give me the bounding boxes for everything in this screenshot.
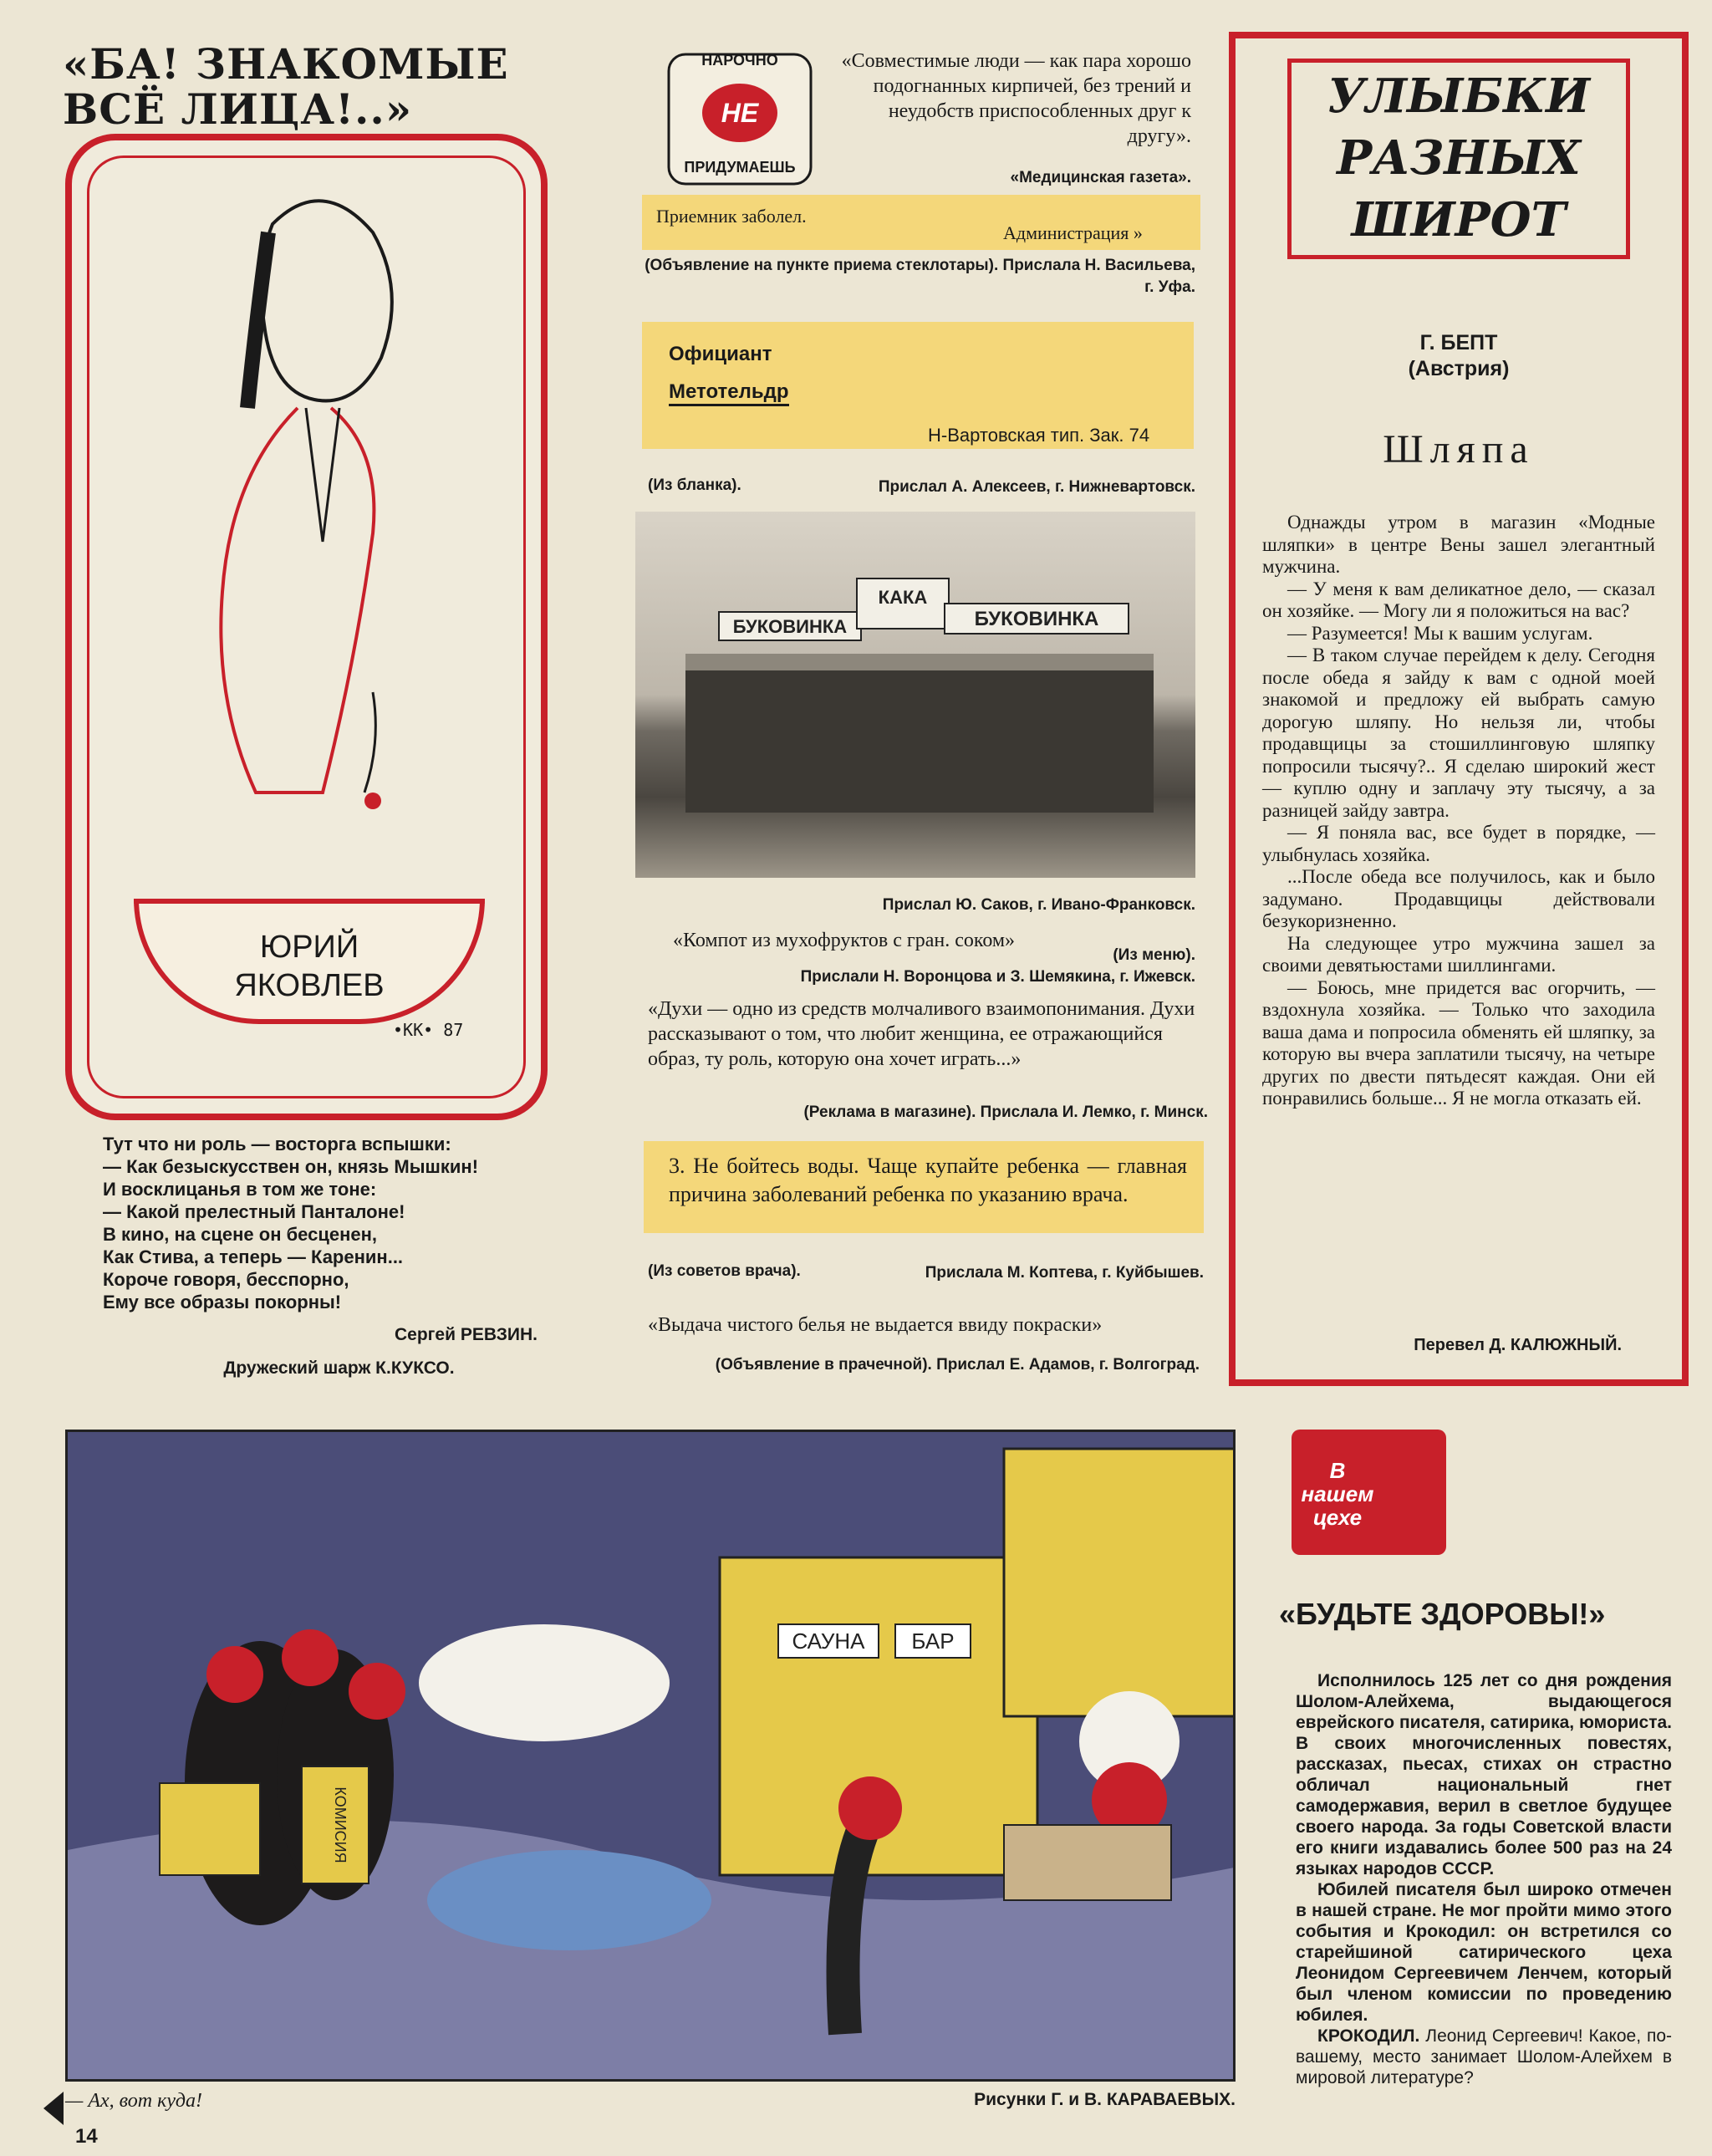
clipping-source-note: (Из советов врача). bbox=[648, 1262, 801, 1280]
stamp-top-text: НАРОЧНО bbox=[701, 52, 778, 69]
poem-line: Короче говоря, бесспорно, bbox=[103, 1269, 349, 1290]
quote-compot: «Компот из мухофруктов с гран. соком» bbox=[673, 930, 1016, 951]
article-heading: «БУДЬТЕ ЗДОРОВЫ!» bbox=[1279, 1597, 1606, 1631]
poem-author: Сергей РЕВЗИН. bbox=[395, 1325, 538, 1344]
quote-source: (Из меню). bbox=[1113, 946, 1195, 964]
clipping-text: Метотельдр bbox=[669, 380, 789, 406]
story-paragraph: — Я поняла вас, все будет в порядке, — улыбнулась хозяйка. bbox=[1262, 822, 1655, 865]
cartoon-caption: — Ах, вот куда! bbox=[65, 2090, 203, 2112]
photo-sign: БУКОВИНКА bbox=[732, 616, 848, 637]
article-body bbox=[1296, 1670, 1672, 2088]
poem bbox=[103, 1133, 546, 1313]
story-paragraph: — У меня к вам деликатное дело, — сказал он хозяйке. — Могу ли я положиться на вас? bbox=[1262, 578, 1655, 621]
story-author bbox=[1237, 330, 1680, 382]
poem-line: И восклицанья в том же тоне: bbox=[103, 1179, 377, 1200]
author-country: (Австрия) bbox=[1408, 357, 1510, 380]
cartoon-sign: САУНА bbox=[792, 1628, 865, 1654]
quote-source: Прислали Н. Воронцова и З. Шемякина, г. Ижевск. bbox=[800, 968, 1195, 986]
section-title-line: УЛЫБКИ bbox=[1327, 69, 1590, 124]
cartoon-sign: БАР bbox=[911, 1628, 955, 1654]
clipping-text: Официант bbox=[669, 343, 772, 365]
article-paragraph: Исполнилось 125 лет со дня рождения Шолом-Алейхема, выдающегося еврейского писателя, сатирика, юмориста. В своих многочисленных повестях, рассказах, пьесах, стихах он страстно обличал национальный гнет самодержавия, верил в светлое будущее своего народа. За годы Советской власти его книги издавались более 500 раз на 24 языках народов СССР. bbox=[1296, 1671, 1672, 1878]
poem-line: В кино, на сцене он бесценен, bbox=[103, 1224, 378, 1245]
section-title-line: РАЗНЫХ bbox=[1337, 130, 1581, 186]
cartoon-sign: КОМИСИЯ bbox=[332, 1786, 349, 1863]
story-paragraph: — В таком случае перейдем к делу. Сегодня после обеда я зайду к вам с одной моей знакомой и предложу ей выбрать самую дорогую шляпу. Но нельзя ли, чтобы продавщицы за стошиллинговую шляпку попросили тысячу?.. Я сделаю широкий жест — куплю одну и заплачу эту тысячу, а за разницей зайду завтра. bbox=[1262, 645, 1655, 821]
clipping-source-note: (Из бланка). bbox=[648, 477, 741, 494]
quote-laundry: «Выдача чистого белья не выдается ввиду покраски» bbox=[648, 1314, 1103, 1336]
photo-bukovinka-building bbox=[635, 512, 1195, 878]
clipping-text: 3. Не бойтесь воды. Чаще купайте ребенка — главная причина заболеваний ребенка по указанию врача. bbox=[669, 1154, 1187, 1206]
poem-line: Тут что ни роль — восторга вспышки: bbox=[103, 1134, 451, 1154]
photo-sign: БУКОВИНКА bbox=[974, 608, 1099, 630]
page-number: 14 bbox=[75, 2125, 98, 2148]
quote-perfume: «Духи — одно из средств молчаливого взаимопонимания. Духи рассказывают о том, что любит женщина, ее отражающийся образ, ту роль, которую она хочет играть...» bbox=[648, 998, 1195, 1070]
poem-line: Ему все образы покорны! bbox=[103, 1292, 342, 1312]
poem-line: Как Стива, а теперь — Каренин... bbox=[103, 1246, 404, 1267]
clipping-source: Прислал А. Алексеев, г. Нижневартовск. bbox=[878, 478, 1195, 496]
artist-signature: •КК• 87 bbox=[393, 1020, 464, 1040]
author-name: Г. БЕПТ bbox=[1419, 331, 1498, 354]
quote-compatible-people: «Совместимые люди — как пара хорошо подогнанных кирпичей, без трений и неудобств приспособленных друг к другу». bbox=[841, 50, 1191, 147]
quote-source: (Объявление в прачечной). Прислал Е. Адамов, г. Волгоград. bbox=[715, 1356, 1200, 1374]
clipping-source: (Объявление на пункте приема стеклотары). Прислала Н. Васильева, г. Уфа. bbox=[645, 257, 1195, 296]
clipping-text: Администрация » bbox=[1003, 222, 1143, 243]
story-title: Шляпа bbox=[1383, 427, 1535, 471]
story-paragraph: ...После обеда все получилось, как и было задумано. Продавщицы действовали безукоризненно. bbox=[1262, 866, 1655, 931]
story-paragraph: — Разумеется! Мы к вашим услугам. bbox=[1287, 622, 1593, 644]
section-icon-label: В нашем цехе bbox=[1301, 1458, 1374, 1530]
page-title-left: «БА! ЗНАКОМЫЕ ВСЁ ЛИЦА!..» bbox=[63, 39, 509, 134]
clipping-text: Н-Вартовская тип. Зак. 74 bbox=[928, 425, 1150, 446]
section-title bbox=[1287, 65, 1630, 251]
photo-source: Прислал Ю. Саков, г. Ивано-Франковск. bbox=[882, 896, 1195, 914]
cartoon-sauna-illustration bbox=[65, 1430, 1236, 2082]
story-body bbox=[1262, 512, 1655, 1110]
story-paragraph: На следующее утро мужчина зашел за своими девятьюстами шиллингами. bbox=[1262, 932, 1655, 976]
page-arrow-icon bbox=[43, 2092, 64, 2125]
poem-credit: Дружеский шарж К.КУКСО. bbox=[223, 1358, 455, 1378]
caricature-drawing bbox=[105, 157, 523, 910]
quote-source: (Реклама в магазине). Прислала И. Лемко, г. Минск. bbox=[803, 1103, 1208, 1121]
cartoon-credit: Рисунки Г. и В. КАРАВАЕВЫХ. bbox=[974, 2090, 1236, 2109]
article-paragraph bbox=[1296, 2026, 1672, 2088]
stamp-ne-badge: НЕ bbox=[702, 84, 777, 142]
clipping-source: Прислала М. Коптева, г. Куйбышев. bbox=[925, 1264, 1204, 1282]
bath-label: ЮРИЙ ЯКОВЛЕВ bbox=[234, 930, 385, 1003]
clipping-text: Приемник заболел. bbox=[656, 206, 807, 227]
interview-question: Леонид Сергеевич! Какое, по-вашему, место занимает Шолом-Алейхем в мировой литературе? bbox=[1296, 2026, 1672, 2087]
interview-speaker: КРОКОДИЛ. bbox=[1317, 2026, 1420, 2046]
quote-source: «Медицинская газета». bbox=[1010, 169, 1191, 186]
poem-line: — Как безыскусствен он, князь Мышкин! bbox=[103, 1156, 479, 1177]
translator-credit: Перевел Д. КАЛЮЖНЫЙ. bbox=[1414, 1336, 1622, 1354]
section-title-line: ШИРОТ bbox=[1351, 192, 1567, 247]
article-paragraph: Юбилей писателя был широко отмечен в нашей стране. Не мог пройти мимо этого события и Крокодил: он встретился со старейшиной сатирического цеха Леонидом Сергеевичем Ленчем, который был членом комиссии по проведению юбилея. bbox=[1296, 1880, 1672, 2025]
stamp-bottom-text: ПРИДУМАЕШЬ bbox=[684, 159, 796, 176]
story-paragraph: — Боюсь, мне придется вас огорчить, — вздохнула хозяйка. — Только что заходила ваша дама и попросила обменять ей шляпку, за которую вы вчера заплатили тысячу, на четыре других по двести пятьдесят каждая. Они ей понравились больше... Я не могла отказать ей. bbox=[1262, 976, 1655, 1109]
poem-line: — Какой прелестный Панталоне! bbox=[103, 1201, 405, 1222]
story-paragraph: Однажды утром в магазин «Модные шляпки» в центре Вены зашел элегантный мужчина. bbox=[1262, 512, 1655, 577]
photo-sign: КАКА bbox=[878, 587, 928, 608]
